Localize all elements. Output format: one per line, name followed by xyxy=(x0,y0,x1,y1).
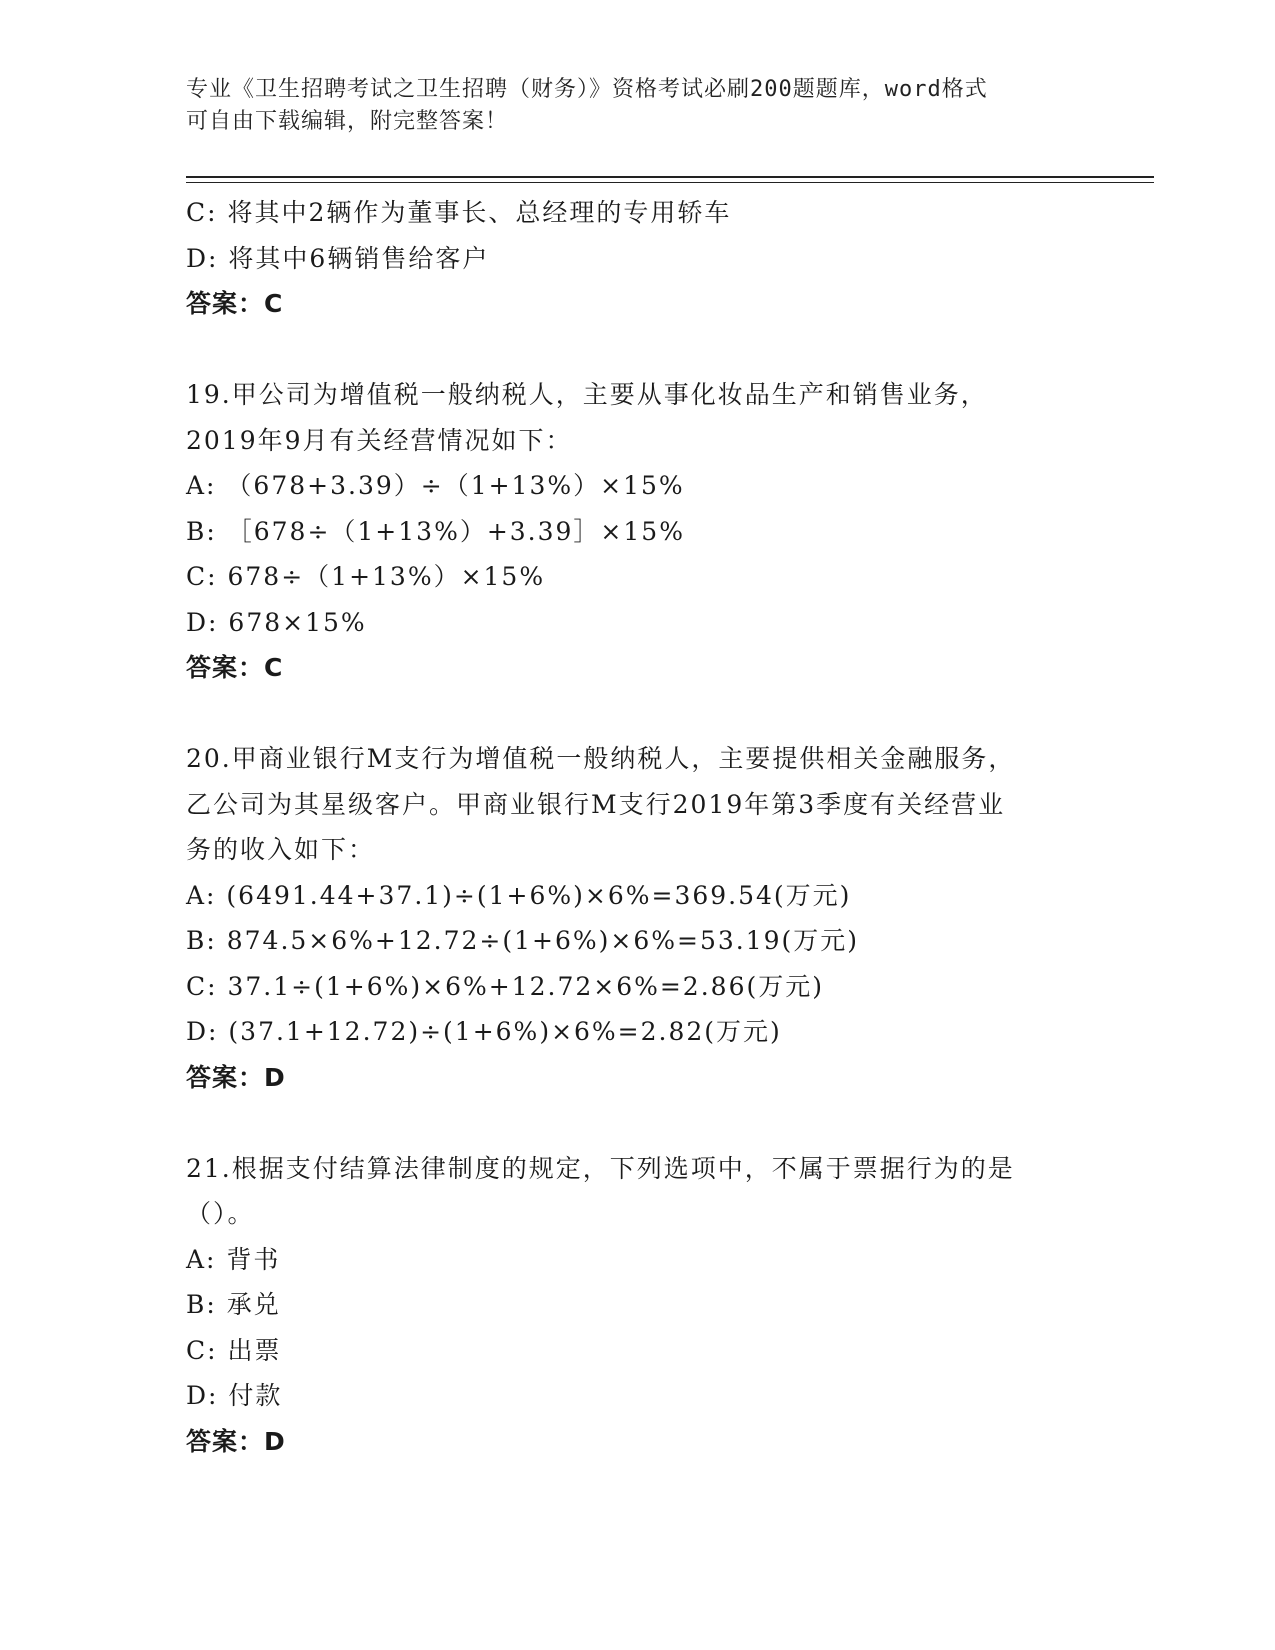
spacer xyxy=(186,327,1086,373)
option-line: B: ［678÷（1+13%）+3.39］×15% xyxy=(186,516,685,546)
document-header xyxy=(186,74,1066,138)
question-stem: 20.甲商业银行M支行为增值税一般纳税人，主要提供相关金融服务， xyxy=(186,744,1016,773)
option-line: D: 付款 xyxy=(186,1381,283,1410)
header-line-1: 专业《卫生招聘考试之卫生招聘（财务）》资格考试必刷200题题库，word格式 xyxy=(186,77,988,102)
question-stem: 务的收入如下： xyxy=(186,835,376,864)
header-line-2: 可自由下载编辑，附完整答案！ xyxy=(186,109,509,134)
continued-question xyxy=(186,190,1086,327)
answer-line: 答案：C xyxy=(186,289,284,318)
question-content xyxy=(186,190,1086,1464)
question-20 xyxy=(186,736,1086,1100)
question-stem: 乙公司为其星级客户。甲商业银行M支行2019年第3季度有关经营业 xyxy=(186,789,1006,819)
option-line: D: (37.1+12.72)÷(1+6%)×6%=2.82(万元) xyxy=(186,1017,782,1046)
option-line: D: 678×15% xyxy=(186,607,367,637)
question-19 xyxy=(186,372,1086,691)
header-divider-thin xyxy=(186,182,1154,183)
header-divider-thick xyxy=(186,176,1154,178)
option-line: C: 37.1÷(1+6%)×6%+12.72×6%=2.86(万元) xyxy=(186,971,824,1001)
option-line: A: （678+3.39）÷（1+13%）×15% xyxy=(186,471,685,500)
option-line: C: 出票 xyxy=(186,1335,282,1365)
answer-line: 答案：D xyxy=(186,1062,286,1092)
option-line: C: 678÷（1+13%）×15% xyxy=(186,562,546,591)
answer-line: 答案：D xyxy=(186,1426,286,1456)
option-line: C: 将其中2辆作为董事长、总经理的专用轿车 xyxy=(186,198,732,227)
option-line: B: 承兑 xyxy=(186,1290,281,1319)
question-21 xyxy=(186,1146,1086,1465)
option-line: A: (6491.44+37.1)÷(1+6%)×6%=369.54(万元) xyxy=(186,880,852,910)
question-stem: （）。 xyxy=(186,1199,255,1228)
spacer xyxy=(186,691,1086,737)
spacer xyxy=(186,1100,1086,1146)
question-stem: 2019年9月有关经营情况如下： xyxy=(186,425,573,455)
option-line: A: 背书 xyxy=(186,1244,281,1274)
option-line: D: 将其中6辆销售给客户 xyxy=(186,243,490,273)
question-stem: 19.甲公司为增值税一般纳税人，主要从事化妆品生产和销售业务， xyxy=(186,380,988,409)
answer-line: 答案：C xyxy=(186,653,284,682)
question-stem: 21.根据支付结算法律制度的规定，下列选项中，不属于票据行为的是 xyxy=(186,1153,1015,1183)
option-line: B: 874.5×6%+12.72÷(1+6%)×6%=53.19(万元) xyxy=(186,926,860,955)
